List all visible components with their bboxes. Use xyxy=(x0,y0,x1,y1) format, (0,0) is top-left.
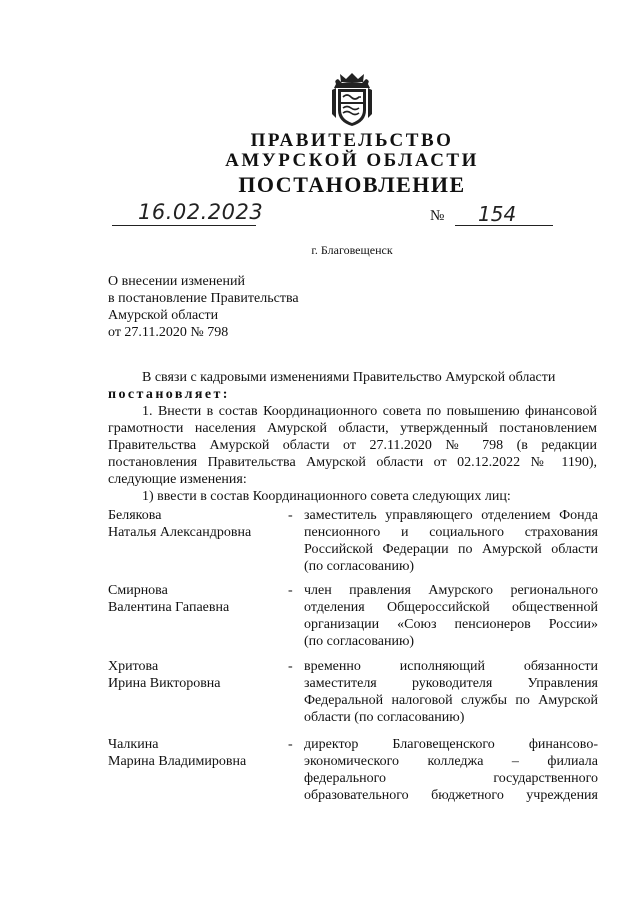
member-surname: Чалкина xyxy=(108,737,159,752)
member-dash: - xyxy=(288,659,293,674)
member-surname: Хритова xyxy=(108,659,159,674)
position-line: Федеральной налоговой службы по Амурской xyxy=(304,693,598,708)
subject-line: в постановление Правительства xyxy=(108,291,299,306)
document-number: 154 xyxy=(478,202,517,226)
document-subject xyxy=(108,273,299,341)
position-line: организации «Союз пенсионеров России» xyxy=(304,617,598,632)
document-date: 16.02.2023 xyxy=(138,200,264,224)
organization-name-line2: АМУРСКОЙ ОБЛАСТИ xyxy=(225,150,479,171)
position-line: директор Благовещенского финансово- xyxy=(304,737,598,752)
item-1-1-paragraph: 1) ввести в состав Координационного совета следующих лиц: xyxy=(142,489,511,504)
member-dash: - xyxy=(288,737,293,752)
member-given-names: Наталья Александровна xyxy=(108,525,252,540)
member-given-names: Марина Владимировна xyxy=(108,754,247,769)
number-label: № xyxy=(430,208,445,224)
member-name xyxy=(108,507,288,541)
position-line: образовательного бюджетного учреждения xyxy=(304,788,598,803)
member-surname: Смирнова xyxy=(108,583,168,598)
city-name: г. Благовещенск xyxy=(311,243,393,257)
subject-line: О внесении изменений xyxy=(108,274,245,289)
member-name xyxy=(108,736,288,770)
member-position xyxy=(304,658,598,726)
position-line: области (по согласованию) xyxy=(304,710,465,725)
position-line: член правления Амурского регионального xyxy=(304,583,598,598)
member-name xyxy=(108,658,288,692)
position-line: федерального государственного xyxy=(304,771,598,786)
member-dash: - xyxy=(288,508,293,523)
position-line: (по согласованию) xyxy=(304,559,415,574)
member-given-names: Валентина Гапаевна xyxy=(108,600,230,615)
subject-line: Амурской области xyxy=(108,308,219,323)
item-1-text: 1. Внести в состав Координационного совета по повышению финансовой грамотности населения Амурской области, утвержденный постановлением Правительства Амурской области от 27.11.2020 № 798 (в редакции постановления Правительства Амурской области от 02.12.2022 № 1190), следующие изменения: xyxy=(108,404,597,487)
item-1-paragraph xyxy=(108,403,597,488)
position-line: отделения Общероссийской общественной xyxy=(304,600,598,615)
member-name xyxy=(108,582,288,616)
member-given-names: Ирина Викторовна xyxy=(108,676,221,691)
member-position xyxy=(304,507,598,575)
document-type-title: ПОСТАНОВЛЕНИЕ xyxy=(238,172,466,197)
position-line: заместителя руководителя Управления xyxy=(304,676,598,691)
position-line: временно исполняющий обязанности xyxy=(304,659,598,674)
coat-of-arms-emblem xyxy=(330,70,374,128)
organization-name-line1: ПРАВИТЕЛЬСТВО xyxy=(250,130,454,151)
subject-line: от 27.11.2020 № 798 xyxy=(108,325,229,340)
member-dash: - xyxy=(288,583,293,598)
resolves-word: постановляет: xyxy=(108,387,230,402)
position-line: пенсионного и социального страхования xyxy=(304,525,598,540)
position-line: заместитель управляющего отделением Фонда xyxy=(304,508,598,523)
number-underline xyxy=(455,225,553,226)
intro-paragraph: В связи с кадровыми изменениями Правительство Амурской области xyxy=(142,370,556,385)
date-underline xyxy=(112,225,256,226)
position-line: (по согласованию) xyxy=(304,634,415,649)
member-surname: Белякова xyxy=(108,508,162,523)
member-position xyxy=(304,736,598,804)
position-line: Российской Федерации по Амурской области xyxy=(304,542,598,557)
member-position xyxy=(304,582,598,650)
position-line: экономического колледжа – филиала xyxy=(304,754,598,769)
